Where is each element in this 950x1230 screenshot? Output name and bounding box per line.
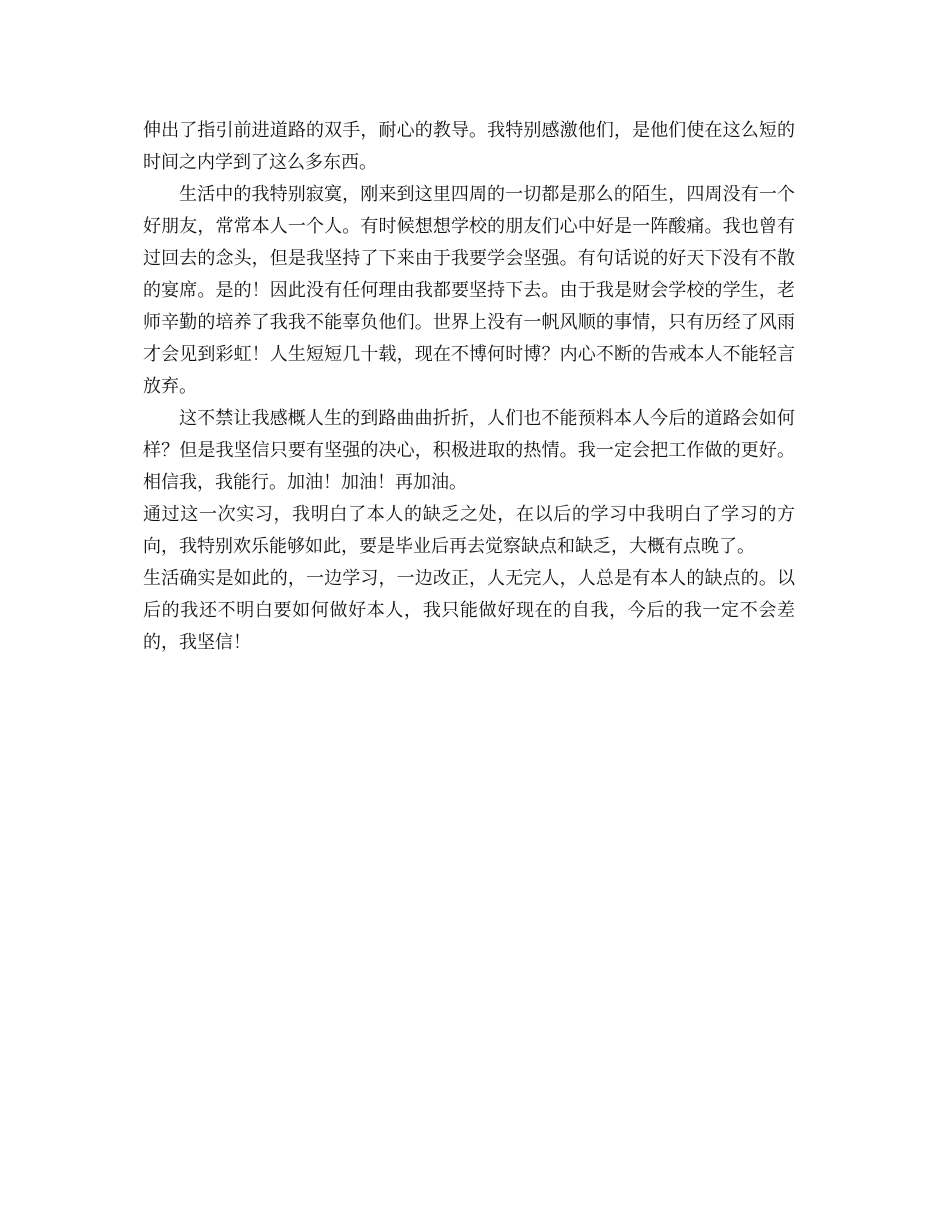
body-paragraph-3: 这不禁让我感概人生的到路曲曲折折，人们也不能预料本人今后的道路会如何样？但是我坚信只要有坚强的决心，积极进取的热情。我一定会把工作做的更好。相信我，我能行。加油！加油！再加油。: [143, 408, 795, 493]
document-page: [143, 115, 795, 659]
body-paragraph-2: 生活中的我特别寂寞，刚来到这里四周的一切都是那么的陌生，四周没有一个好朋友，常常本人一个人。有时候想想学校的朋友们心中好是一阵酸痛。我也曾有过回去的念头，但是我坚持了下来由于我要学会坚强。有句话说的好天下没有不散的宴席。是的！因此没有任何理由我都要坚持下去。由于我是财会学校的学生，老师辛勤的培养了我我不能辜负他们。世界上没有一帆风顺的事情，只有历经了风雨才会见到彩虹！人生短短几十载，现在不博何时博？内心不断的告戒本人不能轻言放弃。: [143, 184, 795, 397]
body-paragraph-5: 生活确实是如此的，一边学习，一边改正，人无完人，人总是有本人的缺点的。以后的我还不明白要如何做好本人，我只能做好现在的自我，今后的我一定不会差的，我坚信！: [143, 568, 795, 653]
body-paragraph-1: 伸出了指引前进道路的双手，耐心的教导。我特别感激他们，是他们使在这么短的时间之内学到了这么多东西。: [143, 120, 795, 173]
body-paragraph-4: 通过这一次实习，我明白了本人的缺乏之处，在以后的学习中我明白了学习的方向，我特别欢乐能够如此，要是毕业后再去觉察缺点和缺乏，大概有点晚了。: [143, 504, 795, 557]
